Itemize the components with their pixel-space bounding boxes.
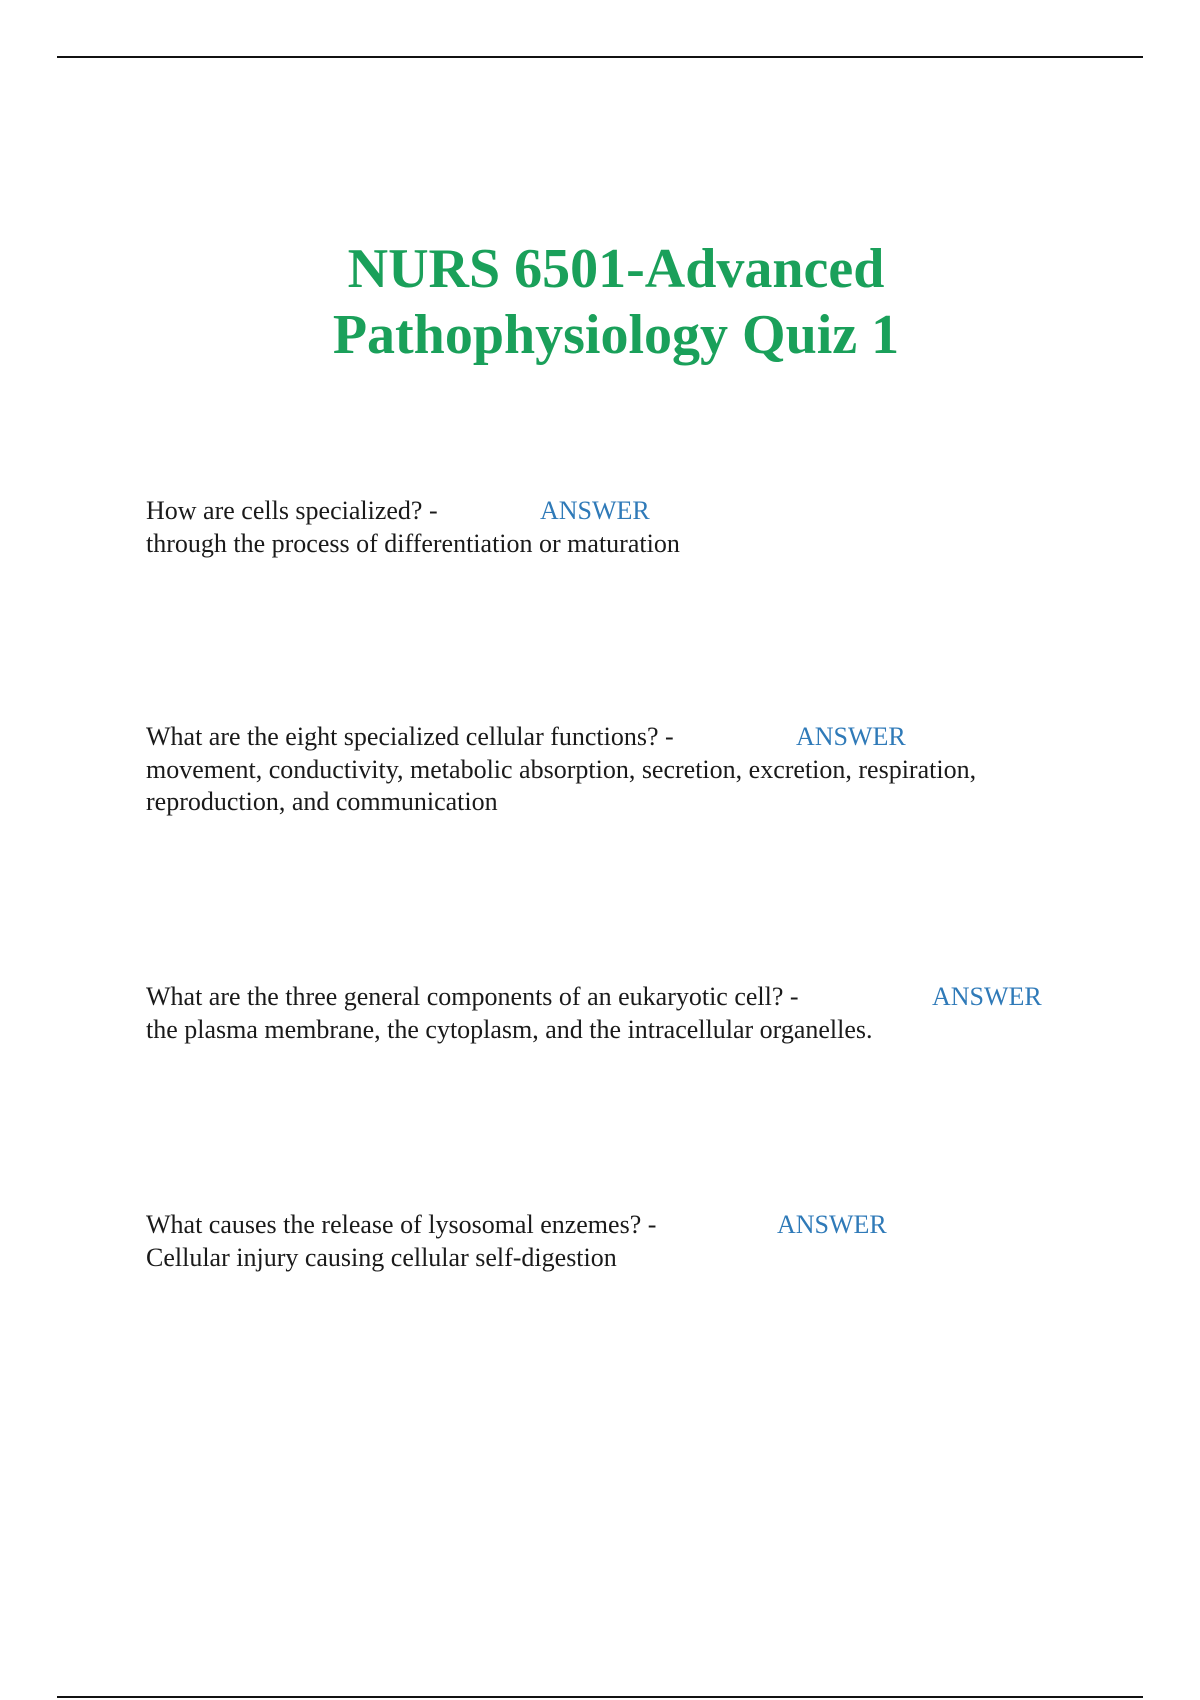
- qa-item-1: [146, 495, 1096, 560]
- title-line-2: Pathophysiology Quiz 1: [332, 304, 900, 366]
- qa-item-2: [146, 721, 1096, 819]
- answer-label: ANSWER: [796, 722, 906, 751]
- answer-text: movement, conductivity, metabolic absorption, secretion, excretion, respiration, reproduction, and communication: [146, 754, 977, 816]
- answer-label: ANSWER: [932, 982, 1042, 1011]
- answer-text: the plasma membrane, the cytoplasm, and the intracellular organelles.: [146, 1014, 873, 1044]
- answer-text: Cellular injury causing cellular self-digestion: [146, 1242, 617, 1272]
- question-line: [146, 1209, 1096, 1242]
- question-text: How are cells specialized? -: [146, 496, 438, 525]
- answer-label: ANSWER: [777, 1210, 887, 1239]
- answer-label: ANSWER: [540, 496, 650, 525]
- qa-item-3: [146, 981, 1096, 1046]
- answer-text: through the process of differentiation or maturation: [146, 528, 680, 558]
- question-text: What causes the release of lysosomal enzemes? -: [146, 1210, 657, 1239]
- top-rule: [57, 56, 1143, 58]
- document-title: [0, 236, 1200, 368]
- question-line: [146, 721, 1096, 754]
- question-text: What are the eight specialized cellular functions? -: [146, 722, 674, 751]
- title-line-1: NURS 6501-Advanced: [347, 238, 885, 300]
- question-text: What are the three general components of an eukaryotic cell? -: [146, 982, 799, 1011]
- qa-item-4: [146, 1209, 1096, 1274]
- bottom-rule: [57, 1696, 1143, 1698]
- question-line: [146, 495, 1096, 528]
- question-line: [146, 981, 1096, 1014]
